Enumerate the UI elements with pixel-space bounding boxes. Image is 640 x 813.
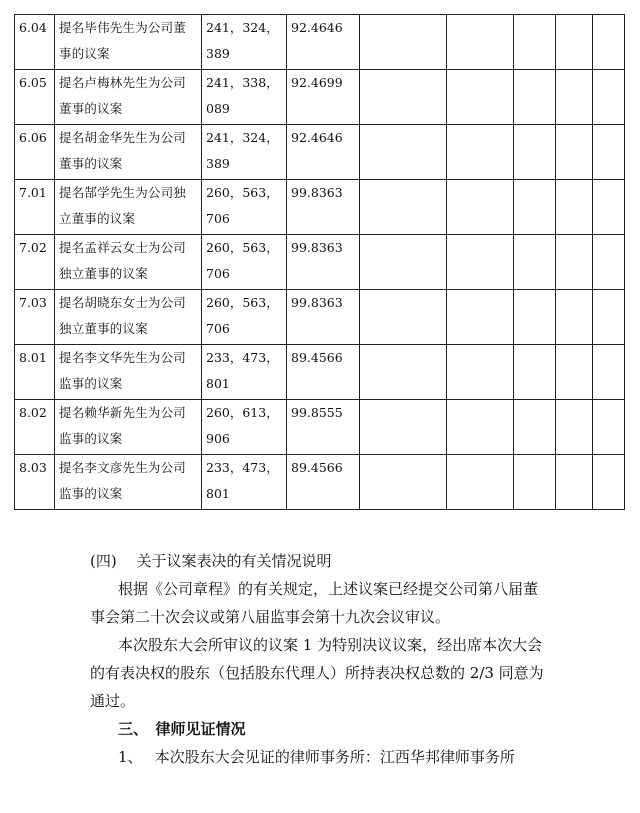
- empty-cell: [360, 235, 447, 290]
- empty-cell: [447, 70, 514, 125]
- proposal-name: [55, 345, 202, 400]
- approve-shares: 241，324，389: [202, 125, 287, 180]
- approve-percent: 99.8363: [287, 180, 360, 235]
- proposal-id: 6.04: [15, 15, 55, 70]
- proposal-name-line-2: 董事的议案: [59, 156, 123, 171]
- empty-cell: [556, 290, 593, 345]
- empty-cell: [556, 125, 593, 180]
- proposal-id: 6.06: [15, 125, 55, 180]
- empty-cell: [360, 70, 447, 125]
- proposal-id: 8.01: [15, 345, 55, 400]
- empty-cell: [514, 70, 556, 125]
- empty-cell: [514, 455, 556, 510]
- proposal-name-line-2: 独立董事的议案: [59, 321, 148, 336]
- proposal-name-line-1: 提名孟祥云女士为公司: [59, 240, 187, 255]
- empty-cell: [514, 400, 556, 455]
- empty-cell: [593, 15, 625, 70]
- empty-cell: [514, 15, 556, 70]
- empty-cell: [514, 290, 556, 345]
- proposal-name-line-2: 监事的议案: [59, 486, 123, 501]
- empty-cell: [360, 290, 447, 345]
- proposal-name-line-1: 提名卢梅林先生为公司: [59, 75, 187, 90]
- table-row: [15, 15, 625, 70]
- proposal-name: [55, 235, 202, 290]
- section-4-para1-line1: 根据《公司章程》的有关规定，上述议案已经提交公司第八届董: [118, 580, 539, 598]
- empty-cell: [556, 455, 593, 510]
- empty-cell: [447, 400, 514, 455]
- proposal-name-line-1: 提名胡晓东女士为公司: [59, 295, 187, 310]
- proposal-name-line-1: 提名李文彦先生为公司: [59, 460, 187, 475]
- vote-results-body: [15, 15, 625, 510]
- empty-cell: [447, 345, 514, 400]
- table-row: [15, 455, 625, 510]
- empty-cell: [556, 400, 593, 455]
- empty-cell: [360, 15, 447, 70]
- approve-percent: 92.4646: [287, 125, 360, 180]
- proposal-name: [55, 125, 202, 180]
- empty-cell: [556, 180, 593, 235]
- approve-percent: 99.8363: [287, 235, 360, 290]
- proposal-name-line-2: 监事的议案: [59, 376, 123, 391]
- proposal-name: [55, 70, 202, 125]
- approve-percent: 89.4566: [287, 455, 360, 510]
- empty-cell: [593, 455, 625, 510]
- empty-cell: [360, 345, 447, 400]
- proposal-id: 7.01: [15, 180, 55, 235]
- empty-cell: [514, 345, 556, 400]
- vote-results-table: [14, 14, 625, 510]
- empty-cell: [556, 235, 593, 290]
- table-row: [15, 290, 625, 345]
- section-4-para2-line2: 的有表决权的股东（包括股东代理人）所持表决权总数的 2/3 同意为: [90, 664, 544, 682]
- empty-cell: [593, 400, 625, 455]
- approve-percent: 99.8363: [287, 290, 360, 345]
- empty-cell: [514, 125, 556, 180]
- proposal-name-line-1: 提名毕伟先生为公司董: [59, 20, 187, 35]
- proposal-id: 7.03: [15, 290, 55, 345]
- proposal-name-line-2: 事的议案: [59, 46, 110, 61]
- empty-cell: [593, 345, 625, 400]
- empty-cell: [360, 180, 447, 235]
- proposal-name: [55, 15, 202, 70]
- empty-cell: [360, 125, 447, 180]
- section-4-para2-line3: 通过。: [90, 692, 136, 710]
- empty-cell: [593, 180, 625, 235]
- proposal-id: 8.03: [15, 455, 55, 510]
- approve-shares: 233，473，801: [202, 345, 287, 400]
- section-4-heading: (四) 关于议案表决的有关情况说明: [90, 552, 332, 570]
- proposal-name-line-2: 独立董事的议案: [59, 266, 148, 281]
- approve-shares: 260，613，906: [202, 400, 287, 455]
- approve-shares: 260，563，706: [202, 235, 287, 290]
- table-row: [15, 400, 625, 455]
- proposal-name: [55, 290, 202, 345]
- empty-cell: [447, 180, 514, 235]
- proposal-name-line-2: 立董事的议案: [59, 211, 136, 226]
- table-row: [15, 125, 625, 180]
- table-row: [15, 180, 625, 235]
- approve-shares: 241，324，389: [202, 15, 287, 70]
- approve-shares: 260，563，706: [202, 290, 287, 345]
- empty-cell: [447, 125, 514, 180]
- section-4-para2-line1: 本次股东大会所审议的议案 1 为特别决议议案，经出席本次大会: [118, 636, 543, 654]
- proposal-id: 8.02: [15, 400, 55, 455]
- empty-cell: [593, 125, 625, 180]
- proposal-name-line-1: 提名赖华新先生为公司: [59, 405, 187, 420]
- proposal-name: [55, 455, 202, 510]
- empty-cell: [447, 235, 514, 290]
- empty-cell: [556, 70, 593, 125]
- proposal-name: [55, 400, 202, 455]
- proposal-name-line-2: 董事的议案: [59, 101, 123, 116]
- empty-cell: [447, 290, 514, 345]
- proposal-name: [55, 180, 202, 235]
- empty-cell: [447, 15, 514, 70]
- section-4-para1-line2: 事会第二十次会议或第八届监事会第十九次会议审议。: [90, 608, 451, 626]
- proposal-name-line-2: 监事的议案: [59, 431, 123, 446]
- approve-shares: 233，473，801: [202, 455, 287, 510]
- table-row: [15, 235, 625, 290]
- empty-cell: [593, 290, 625, 345]
- proposal-name-line-1: 提名胡金华先生为公司: [59, 130, 187, 145]
- proposal-name-line-1: 提名郜学先生为公司独: [59, 185, 187, 200]
- empty-cell: [593, 235, 625, 290]
- empty-cell: [514, 235, 556, 290]
- section-3-heading: 三、 律师见证情况: [118, 720, 246, 738]
- approve-percent: 92.4646: [287, 15, 360, 70]
- approve-percent: 99.8555: [287, 400, 360, 455]
- empty-cell: [514, 180, 556, 235]
- table-row: [15, 70, 625, 125]
- approve-shares: 260，563，706: [202, 180, 287, 235]
- approve-shares: 241，338，089: [202, 70, 287, 125]
- proposal-name-line-1: 提名李文华先生为公司: [59, 350, 187, 365]
- approve-percent: 89.4566: [287, 345, 360, 400]
- approve-percent: 92.4699: [287, 70, 360, 125]
- empty-cell: [556, 345, 593, 400]
- empty-cell: [360, 400, 447, 455]
- empty-cell: [593, 70, 625, 125]
- empty-cell: [447, 455, 514, 510]
- empty-cell: [556, 15, 593, 70]
- proposal-id: 7.02: [15, 235, 55, 290]
- table-row: [15, 345, 625, 400]
- section-3-item-1: 1、 本次股东大会见证的律师事务所：江西华邦律师事务所: [118, 748, 515, 766]
- empty-cell: [360, 455, 447, 510]
- proposal-id: 6.05: [15, 70, 55, 125]
